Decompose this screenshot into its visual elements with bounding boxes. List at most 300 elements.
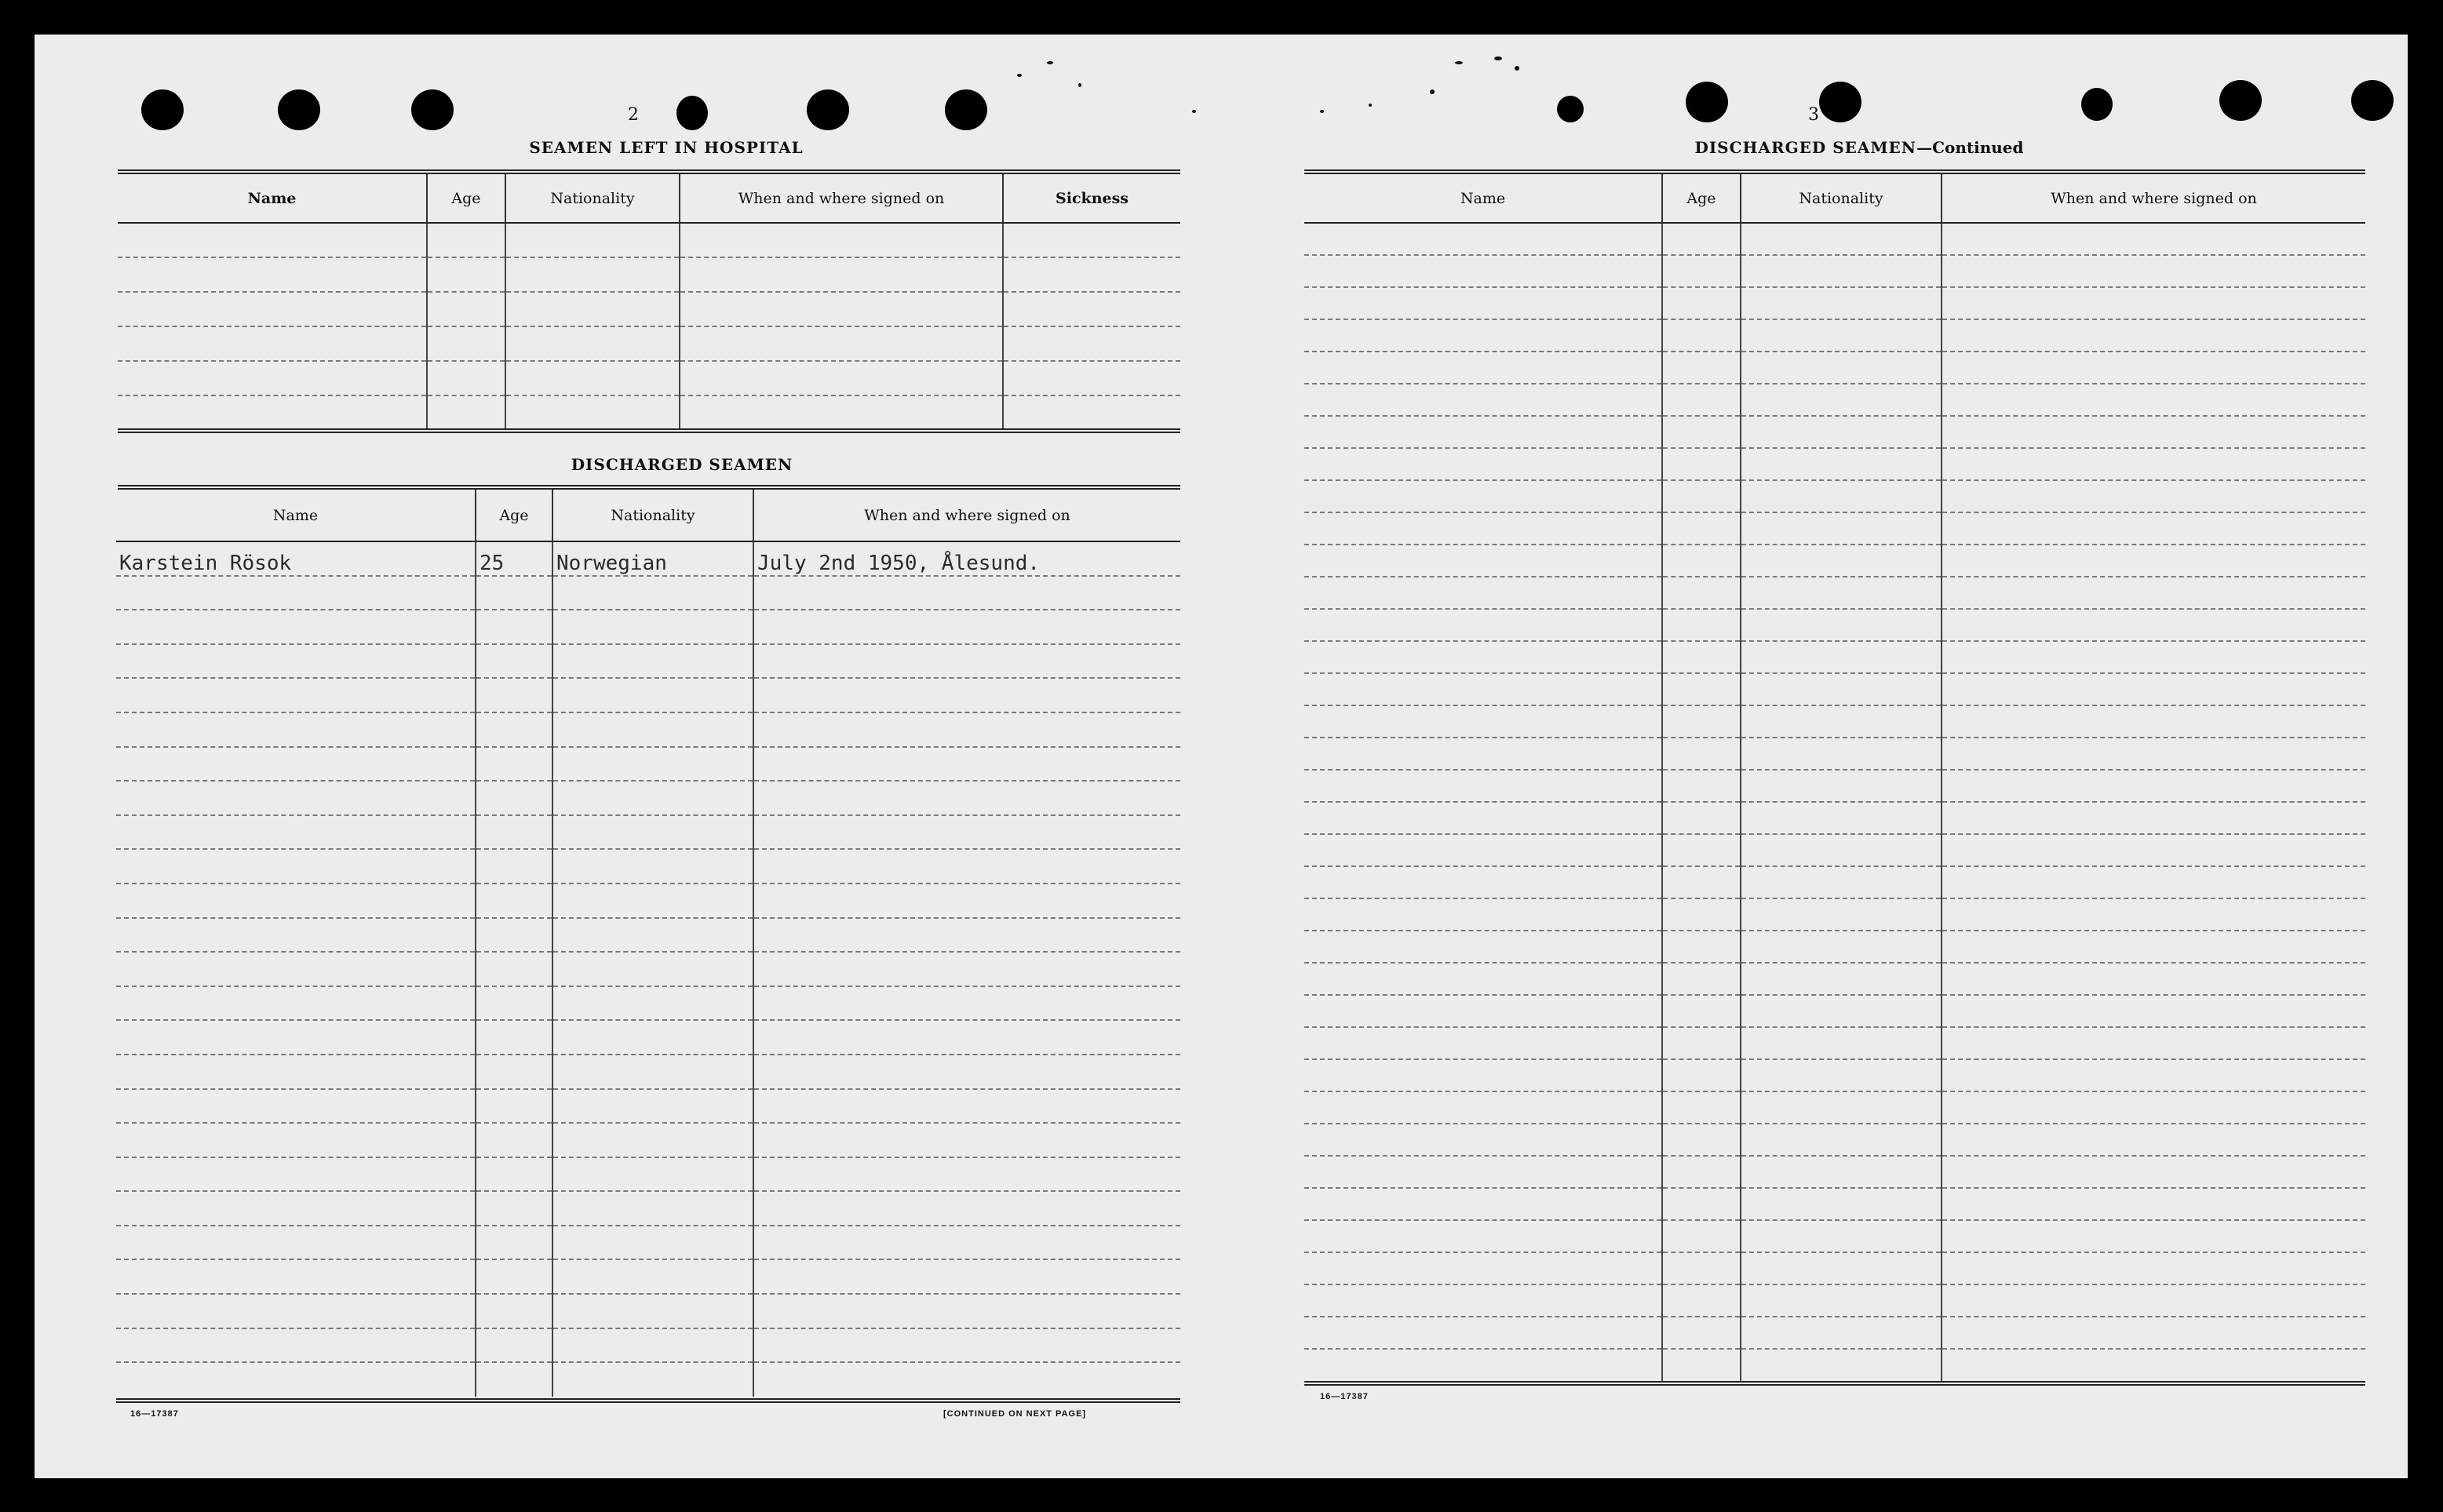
- cell-signed-on: [753, 815, 1180, 850]
- cell-signed-on: [1942, 898, 2365, 931]
- punch-hole: [1557, 96, 1584, 122]
- table-row: [1304, 802, 2365, 834]
- table-row: [1304, 287, 2365, 319]
- cell-age: [476, 576, 552, 610]
- cell-age: [476, 918, 552, 953]
- cell-age: [1662, 1317, 1741, 1349]
- table-row: [116, 781, 1180, 815]
- cell-signed-on: [1942, 577, 2365, 609]
- cell-nationality: [552, 1226, 753, 1260]
- cell-age: [1662, 609, 1741, 641]
- cell-name: [1304, 802, 1662, 834]
- cell-signed-on: [1942, 609, 2365, 641]
- cell-signed-on: [1942, 641, 2365, 673]
- table-row: [116, 610, 1180, 644]
- cell-age: [476, 712, 552, 747]
- cell-nationality: [1741, 545, 1942, 577]
- cell-signed-on: [1942, 673, 2365, 705]
- table-row: [118, 395, 1180, 430]
- cell-nationality: [552, 747, 753, 782]
- cell-name: [118, 292, 427, 326]
- cell-age: 25: [476, 541, 552, 576]
- punch-hole: [2351, 80, 2394, 121]
- punch-hole: [1686, 82, 1728, 122]
- punch-hole: [411, 89, 454, 130]
- cell-signed-on: [680, 361, 1003, 395]
- cell-signed-on: [1942, 770, 2365, 802]
- cell-name: [116, 1328, 476, 1363]
- cell-nationality: [1741, 802, 1942, 834]
- cell-age: [1662, 738, 1741, 770]
- header-signed-on: When and where signed on: [753, 490, 1180, 541]
- cell-nationality: [552, 644, 753, 679]
- table-row: [116, 1328, 1180, 1363]
- cell-name: [1304, 1091, 1662, 1124]
- cell-nationality: [552, 678, 753, 712]
- table-row: [116, 849, 1180, 884]
- cell-name: [116, 610, 476, 644]
- table-row: [1304, 1124, 2365, 1156]
- cell-nationality: [552, 1157, 753, 1192]
- cell-signed-on: [1942, 1220, 2365, 1252]
- table-row: [1304, 255, 2365, 287]
- cell-name: [116, 644, 476, 679]
- cell-signed-on: [1942, 512, 2365, 545]
- form-number-left: 16—17387: [130, 1409, 179, 1419]
- header-signed-on: When and where signed on: [1942, 174, 2365, 223]
- cell-nationality: Norwegian: [552, 541, 753, 576]
- cell-signed-on: [753, 1294, 1180, 1328]
- table-row: [1304, 1188, 2365, 1220]
- hospital-section-title: SEAMEN LEFT IN HOSPITAL: [529, 138, 804, 157]
- table-row: [116, 1259, 1180, 1294]
- cell-age: [1662, 1059, 1741, 1091]
- cell-name: [116, 918, 476, 953]
- header-sickness: Sickness: [1003, 174, 1180, 223]
- cell-nationality: [1741, 641, 1942, 673]
- cell-name: [1304, 834, 1662, 866]
- cell-signed-on: [1942, 255, 2365, 287]
- cell-nationality: [1741, 898, 1942, 931]
- cell-sickness: [1003, 326, 1180, 361]
- table-row: [1304, 577, 2365, 609]
- discharged-table: [116, 490, 1180, 1397]
- cell-nationality: [552, 815, 753, 850]
- cell-name: [118, 395, 427, 430]
- cell-nationality: [552, 884, 753, 918]
- form-number-right: 16—17387: [1320, 1392, 1369, 1401]
- cell-signed-on: [753, 644, 1180, 679]
- table-row: [116, 1362, 1180, 1397]
- cell-name: [1304, 384, 1662, 416]
- table-row: [1304, 1220, 2365, 1252]
- cell-nationality: [1741, 319, 1942, 352]
- cell-signed-on: [753, 576, 1180, 610]
- continued-bottom-rule: [1304, 1381, 2365, 1386]
- cell-name: [1304, 577, 1662, 609]
- header-name: Name: [1304, 174, 1662, 223]
- cell-signed-on: [1942, 1027, 2365, 1059]
- cell-signed-on: [753, 884, 1180, 918]
- cell-signed-on: [753, 1157, 1180, 1192]
- cell-signed-on: [1942, 963, 2365, 995]
- cell-signed-on: [1942, 352, 2365, 384]
- cell-signed-on: [753, 781, 1180, 815]
- header-age: Age: [476, 490, 552, 541]
- cell-signed-on: [1942, 1091, 2365, 1124]
- cell-signed-on: [753, 712, 1180, 747]
- punch-hole: [945, 89, 987, 130]
- cell-signed-on: [753, 849, 1180, 884]
- cell-name: [116, 815, 476, 850]
- cell-age: [1662, 512, 1741, 545]
- header-age: Age: [1662, 174, 1741, 223]
- cell-signed-on: [1942, 1252, 2365, 1284]
- hospital-bottom-rule: [118, 428, 1180, 433]
- cell-sickness: [1003, 257, 1180, 292]
- table-row: [116, 1226, 1180, 1260]
- cell-name: [1304, 1124, 1662, 1156]
- cell-nationality: [1741, 1156, 1942, 1188]
- cell-name: [116, 952, 476, 986]
- cell-name: [116, 1362, 476, 1397]
- cell-name: [1304, 609, 1662, 641]
- cell-nationality: [505, 326, 680, 361]
- cell-nationality: [505, 361, 680, 395]
- cell-name: [116, 1226, 476, 1260]
- header-nationality: Nationality: [505, 174, 680, 223]
- cell-name: [1304, 1188, 1662, 1220]
- cell-age: [1662, 770, 1741, 802]
- cell-nationality: [1741, 995, 1942, 1027]
- cell-age: [1662, 1156, 1741, 1188]
- cell-name: [116, 1157, 476, 1192]
- header-nationality: Nationality: [1741, 174, 1942, 223]
- cell-signed-on: [753, 918, 1180, 953]
- cell-age: [1662, 898, 1741, 931]
- cell-signed-on: [1942, 480, 2365, 512]
- header-nationality: Nationality: [552, 490, 753, 541]
- cell-sickness: [1003, 395, 1180, 430]
- table-row: [1304, 416, 2365, 448]
- cell-age: [1662, 1220, 1741, 1252]
- speck: [1515, 66, 1519, 71]
- cell-signed-on: [680, 257, 1003, 292]
- cell-signed-on: [753, 952, 1180, 986]
- cell-signed-on: [753, 1362, 1180, 1397]
- cell-nationality: [1741, 1220, 1942, 1252]
- cell-name: [1304, 738, 1662, 770]
- cell-name: [116, 884, 476, 918]
- cell-name: [116, 1089, 476, 1124]
- table-row: [116, 884, 1180, 918]
- cell-age: [1662, 673, 1741, 705]
- cell-age: [427, 326, 505, 361]
- header-name: Name: [118, 174, 427, 223]
- speck: [1047, 61, 1053, 64]
- speck: [1192, 110, 1196, 113]
- cell-nationality: [552, 849, 753, 884]
- cell-nationality: [1741, 609, 1942, 641]
- cell-signed-on: [1942, 223, 2365, 255]
- cell-age: [476, 781, 552, 815]
- punch-hole: [141, 89, 184, 130]
- cell-nationality: [1741, 287, 1942, 319]
- cell-age: [1662, 866, 1741, 898]
- cell-age: [427, 223, 505, 257]
- cell-signed-on: [680, 223, 1003, 257]
- table-row: [116, 541, 1180, 576]
- cell-signed-on: [1942, 319, 2365, 352]
- table-row: [116, 815, 1180, 850]
- cell-age: [476, 747, 552, 782]
- speck: [1078, 83, 1081, 87]
- cell-age: [1662, 995, 1741, 1027]
- cell-name: [116, 1055, 476, 1089]
- table-row: [116, 1055, 1180, 1089]
- cell-name: [1304, 1284, 1662, 1317]
- cell-age: [476, 884, 552, 918]
- table-row: [116, 747, 1180, 782]
- cell-nationality: [1741, 416, 1942, 448]
- cell-nationality: [1741, 705, 1942, 738]
- cell-name: [116, 747, 476, 782]
- cell-name: [1304, 1156, 1662, 1188]
- table-row: [118, 257, 1180, 292]
- cell-age: [476, 849, 552, 884]
- table-row: [1304, 512, 2365, 545]
- cell-signed-on: [1942, 448, 2365, 480]
- header-age: Age: [427, 174, 505, 223]
- cell-signed-on: [680, 326, 1003, 361]
- cell-name: [116, 678, 476, 712]
- table-row: [1304, 738, 2365, 770]
- table-row: [1304, 641, 2365, 673]
- cell-nationality: [1741, 1124, 1942, 1156]
- cell-nationality: [1741, 770, 1942, 802]
- cell-signed-on: [753, 1055, 1180, 1089]
- cell-age: [476, 1191, 552, 1226]
- cell-age: [1662, 1091, 1741, 1124]
- cell-nationality: [1741, 931, 1942, 963]
- table-row: [116, 1191, 1180, 1226]
- cell-name: [1304, 287, 1662, 319]
- cell-nationality: [552, 986, 753, 1021]
- cell-name: [1304, 319, 1662, 352]
- cell-signed-on: [753, 678, 1180, 712]
- cell-nationality: [1741, 223, 1942, 255]
- continued-note: [CONTINUED ON NEXT PAGE]: [943, 1409, 1087, 1419]
- cell-name: [116, 849, 476, 884]
- cell-age: [1662, 223, 1741, 255]
- discharged-continued-title-suffix: —Continued: [1916, 138, 2024, 157]
- table-row: [1304, 705, 2365, 738]
- cell-signed-on: [753, 747, 1180, 782]
- cell-name: [1304, 512, 1662, 545]
- cell-age: [476, 1226, 552, 1260]
- cell-age: [1662, 834, 1741, 866]
- cell-signed-on: [680, 292, 1003, 326]
- discharged-continued-title-main: DISCHARGED SEAMEN: [1694, 138, 1917, 157]
- cell-age: [427, 292, 505, 326]
- cell-name: [1304, 416, 1662, 448]
- cell-nationality: [552, 918, 753, 953]
- punch-hole: [1819, 82, 1861, 122]
- cell-age: [1662, 448, 1741, 480]
- table-row: [116, 1020, 1180, 1055]
- cell-signed-on: [753, 1089, 1180, 1124]
- cell-signed-on: [1942, 834, 2365, 866]
- cell-name: [1304, 673, 1662, 705]
- cell-nationality: [1741, 673, 1942, 705]
- discharged-continued-table: [1304, 174, 2365, 1381]
- cell-signed-on: [1942, 1059, 2365, 1091]
- discharged-section-title: DISCHARGED SEAMEN: [571, 455, 793, 474]
- document-sheet: [35, 35, 2408, 1478]
- cell-signed-on: [1942, 1317, 2365, 1349]
- cell-name: [1304, 1059, 1662, 1091]
- cell-nationality: [505, 257, 680, 292]
- cell-signed-on: [1942, 866, 2365, 898]
- table-row: [116, 644, 1180, 679]
- cell-nationality: [1741, 866, 1942, 898]
- cell-age: [1662, 319, 1741, 352]
- punch-hole: [676, 96, 708, 130]
- table-row: [116, 712, 1180, 747]
- cell-signed-on: [1942, 416, 2365, 448]
- cell-nationality: [1741, 577, 1942, 609]
- cell-nationality: [1741, 834, 1942, 866]
- cell-nationality: [552, 610, 753, 644]
- table-row: [1304, 1349, 2365, 1381]
- cell-age: [1662, 384, 1741, 416]
- cell-age: [1662, 416, 1741, 448]
- cell-name: [1304, 352, 1662, 384]
- cell-nationality: [552, 952, 753, 986]
- cell-nationality: [552, 1328, 753, 1363]
- table-row: [118, 326, 1180, 361]
- cell-name: [116, 986, 476, 1021]
- cell-nationality: [552, 712, 753, 747]
- table-row: [1304, 963, 2365, 995]
- cell-age: [1662, 1124, 1741, 1156]
- cell-age: [1662, 641, 1741, 673]
- cell-age: [476, 1157, 552, 1192]
- cell-signed-on: [680, 395, 1003, 430]
- hospital-table: [118, 174, 1180, 430]
- table-row: [1304, 609, 2365, 641]
- cell-signed-on: [753, 1328, 1180, 1363]
- cell-signed-on: [1942, 995, 2365, 1027]
- cell-nationality: [552, 1191, 753, 1226]
- cell-nationality: [1741, 1188, 1942, 1220]
- cell-nationality: [1741, 255, 1942, 287]
- cell-signed-on: [753, 1123, 1180, 1157]
- cell-age: [1662, 802, 1741, 834]
- cell-name: [1304, 223, 1662, 255]
- table-row: [116, 1089, 1180, 1124]
- cell-name: [1304, 545, 1662, 577]
- cell-age: [476, 815, 552, 850]
- cell-signed-on: [753, 1020, 1180, 1055]
- cell-nationality: [1741, 1349, 1942, 1381]
- cell-name: Karstein Rösok: [116, 541, 476, 576]
- cell-name: [1304, 448, 1662, 480]
- cell-name: [1304, 866, 1662, 898]
- cell-age: [476, 1123, 552, 1157]
- cell-nationality: [552, 1362, 753, 1397]
- cell-name: [1304, 770, 1662, 802]
- cell-age: [1662, 1349, 1741, 1381]
- table-row: [1304, 384, 2365, 416]
- cell-name: [116, 1020, 476, 1055]
- cell-name: [118, 257, 427, 292]
- cell-nationality: [1741, 352, 1942, 384]
- cell-age: [1662, 545, 1741, 577]
- cell-nationality: [1741, 738, 1942, 770]
- cell-nationality: [1741, 1027, 1942, 1059]
- cell-name: [1304, 1349, 1662, 1381]
- cell-nationality: [1741, 1252, 1942, 1284]
- cell-nationality: [1741, 480, 1942, 512]
- table-row: [116, 986, 1180, 1021]
- cell-signed-on: [1942, 705, 2365, 738]
- table-row: [1304, 1284, 2365, 1317]
- table-row: [1304, 352, 2365, 384]
- cell-signed-on: [1942, 1284, 2365, 1317]
- punch-hole: [278, 89, 320, 130]
- cell-nationality: [552, 781, 753, 815]
- cell-nationality: [552, 1020, 753, 1055]
- page-number-right: 3: [1808, 105, 1819, 125]
- cell-signed-on: [1942, 1124, 2365, 1156]
- table-row: [1304, 1317, 2365, 1349]
- cell-nationality: [1741, 1059, 1942, 1091]
- table-row: [116, 1123, 1180, 1157]
- table-row: [1304, 545, 2365, 577]
- cell-age: [476, 1089, 552, 1124]
- cell-age: [427, 361, 505, 395]
- speck: [1369, 104, 1372, 107]
- cell-name: [1304, 1252, 1662, 1284]
- cell-name: [116, 1294, 476, 1328]
- cell-age: [1662, 255, 1741, 287]
- cell-signed-on: [1942, 287, 2365, 319]
- cell-name: [1304, 931, 1662, 963]
- cell-signed-on: [753, 1191, 1180, 1226]
- cell-nationality: [1741, 384, 1942, 416]
- cell-name: [118, 361, 427, 395]
- cell-signed-on: [1942, 802, 2365, 834]
- cell-age: [476, 1328, 552, 1363]
- cell-signed-on: [1942, 1188, 2365, 1220]
- cell-name: [118, 326, 427, 361]
- table-row: [1304, 319, 2365, 352]
- table-row: [1304, 770, 2365, 802]
- table-row: [1304, 1252, 2365, 1284]
- cell-nationality: [505, 395, 680, 430]
- cell-age: [1662, 1027, 1741, 1059]
- cell-nationality: [552, 1055, 753, 1089]
- header-name: Name: [116, 490, 476, 541]
- cell-name: [1304, 255, 1662, 287]
- table-row: [1304, 995, 2365, 1027]
- cell-age: [1662, 352, 1741, 384]
- cell-signed-on: July 2nd 1950, Ålesund.: [753, 541, 1180, 576]
- page-number-left: 2: [628, 105, 639, 125]
- cell-age: [427, 395, 505, 430]
- speck: [1320, 110, 1324, 113]
